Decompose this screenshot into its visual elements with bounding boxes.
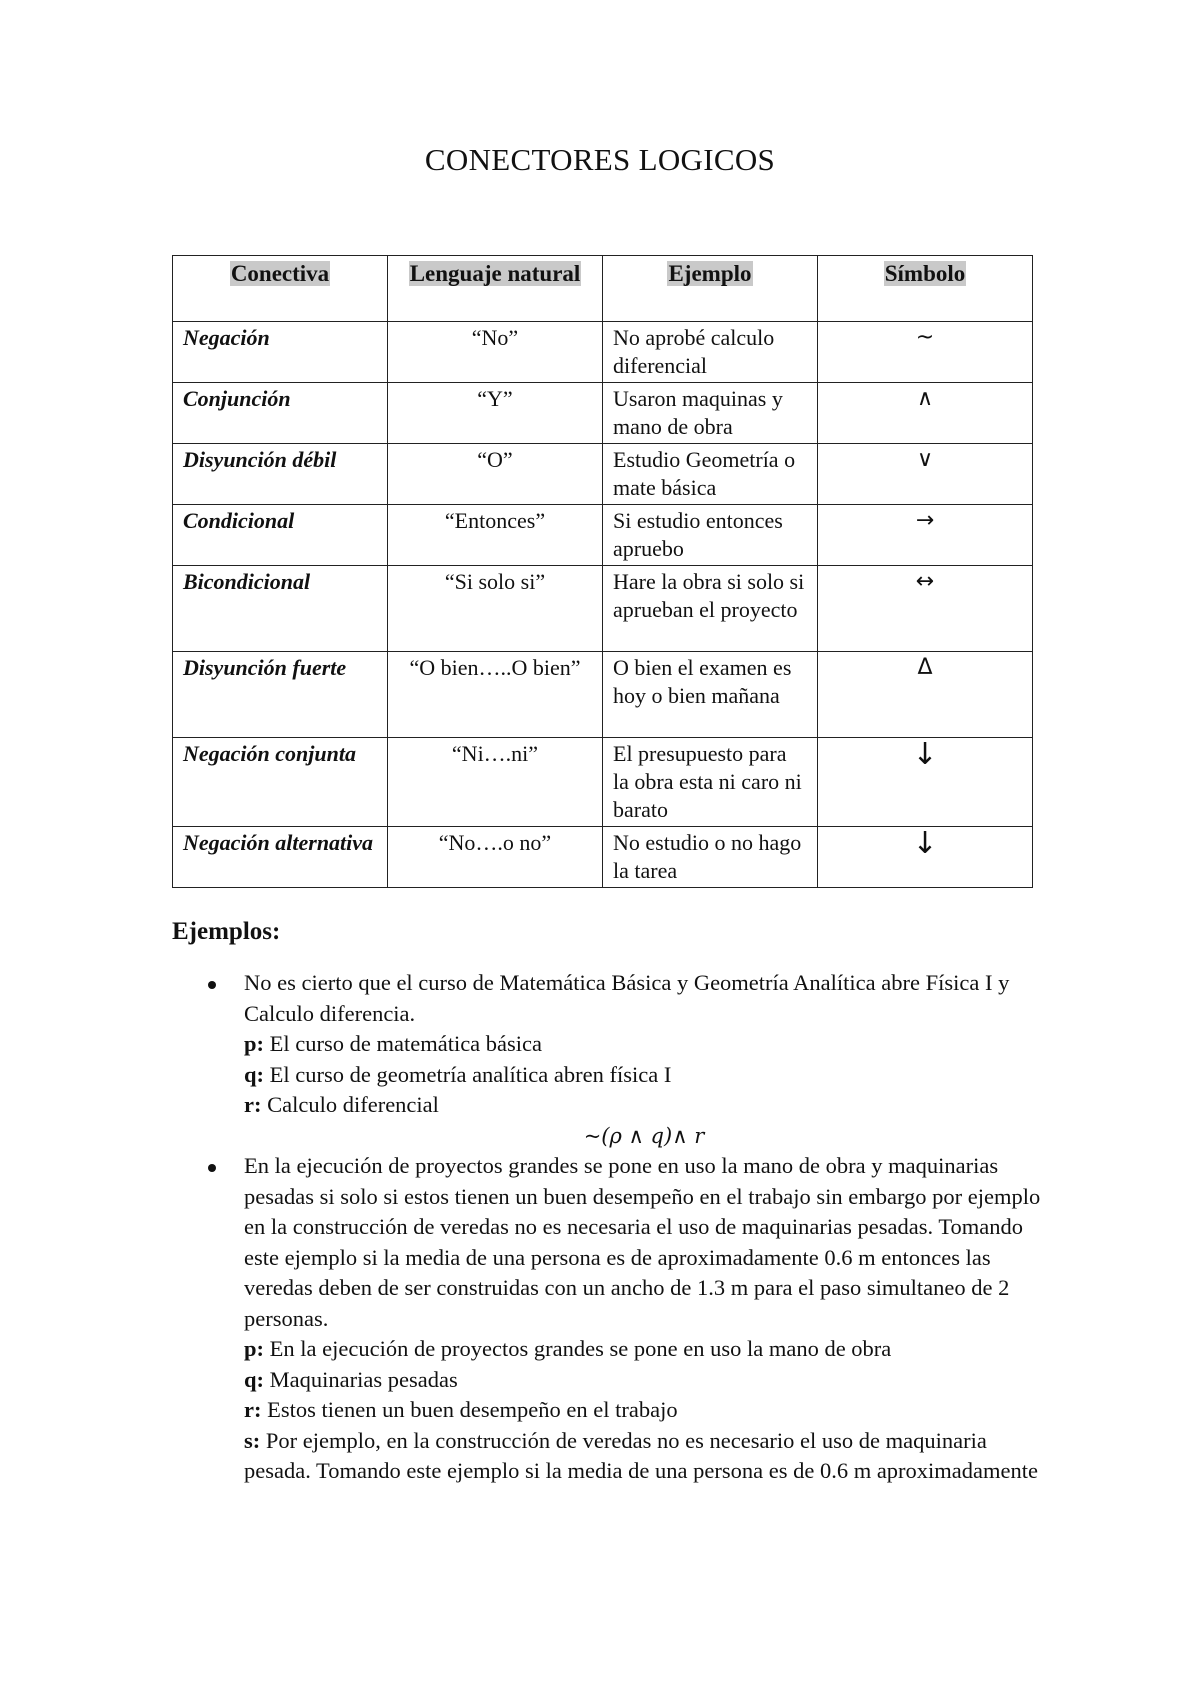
down-arrow-icon: ↓	[912, 737, 938, 772]
cell-conectiva: Conjunción	[173, 383, 388, 444]
table-row	[173, 322, 1033, 383]
list-item	[244, 1151, 1044, 1487]
cell-lenguaje: “Ni….ni”	[388, 738, 603, 827]
cell-ejemplo: Hare la obra si solo si aprueban el proyecto	[603, 566, 818, 652]
cell-ejemplo: No estudio o no hago la tarea	[603, 827, 818, 888]
cell-lenguaje: “No”	[388, 322, 603, 383]
table-header-row	[173, 256, 1033, 322]
table-row	[173, 566, 1033, 652]
cell-simbolo: Δ	[818, 652, 1033, 738]
cell-conectiva: Negación	[173, 322, 388, 383]
cell-conectiva: Bicondicional	[173, 566, 388, 652]
cell-conectiva: Condicional	[173, 505, 388, 566]
examples-list	[0, 968, 1200, 1487]
cell-ejemplo: O bien el examen es hoy o bien mañana	[603, 652, 818, 738]
list-item	[244, 968, 1044, 1151]
example-text: No es cierto que el curso de Matemática Básica y Geometría Analítica abre Física I y Calculo diferencia.	[244, 970, 1010, 1026]
header-conectiva: Conectiva	[173, 256, 388, 322]
variable-q: q: Maquinarias pesadas	[244, 1366, 458, 1392]
table-row	[173, 383, 1033, 444]
cell-ejemplo: Usaron maquinas y mano de obra	[603, 383, 818, 444]
variable-r: r: Calculo diferencial	[244, 1092, 439, 1117]
cell-lenguaje: “Y”	[388, 383, 603, 444]
table-row	[173, 738, 1033, 827]
table-row	[173, 444, 1033, 505]
cell-simbolo: ~	[818, 322, 1033, 383]
formula: ~(ρ ∧ q)∧ r	[583, 1123, 705, 1148]
variable-p: p: El curso de matemática básica	[244, 1031, 543, 1056]
example-text: En la ejecución de proyectos grandes se pone en uso la mano de obra y maquinarias pesadas si solo si estos tienen un buen desempeño en el trabajo sin embargo por ejemplo en la construcción de veredas no es necesaria el uso de maquinarias pesadas. Tomando este ejemplo si la media de una persona es de aproximadamente 0.6 m entonces las veredas deben de ser construidas con un ancho de 1.3 m para el paso simultaneo de 2 personas.	[244, 1153, 1041, 1331]
cell-lenguaje: “O”	[388, 444, 603, 505]
cell-conectiva: Negación alternativa	[173, 827, 388, 888]
cell-simbolo: →	[818, 505, 1033, 566]
cell-ejemplo: El presupuesto para la obra esta ni caro ni barato	[603, 738, 818, 827]
bullet-icon	[208, 1164, 216, 1172]
cell-simbolo	[818, 827, 1033, 888]
examples-heading: Ejemplos:	[172, 918, 281, 945]
cell-ejemplo: No aprobé calculo diferencial	[603, 322, 818, 383]
header-lenguaje: Lenguaje natural	[388, 256, 603, 322]
variable-q: q: El curso de geometría analítica abren física I	[244, 1061, 672, 1087]
cell-lenguaje: “No….o no”	[388, 827, 603, 888]
variable-p: p: En la ejecución de proyectos grandes se pone en uso la mano de obra	[244, 1336, 892, 1361]
table-row	[173, 505, 1033, 566]
cell-lenguaje: “O bien…..O bien”	[388, 652, 603, 738]
cell-simbolo: ∨	[818, 444, 1033, 505]
cell-ejemplo: Si estudio entonces apruebo	[603, 505, 818, 566]
cell-conectiva: Negación conjunta	[173, 738, 388, 827]
down-arrow-icon: ↓	[912, 826, 938, 861]
table-row	[173, 652, 1033, 738]
page-title: CONECTORES LOGICOS	[424, 142, 776, 177]
variable-r: r: Estos tienen un buen desempeño en el trabajo	[244, 1397, 678, 1422]
cell-conectiva: Disyunción débil	[173, 444, 388, 505]
cell-conectiva: Disyunción fuerte	[173, 652, 388, 738]
cell-simbolo	[818, 738, 1033, 827]
cell-simbolo: ↔	[818, 566, 1033, 652]
cell-simbolo: ∧	[818, 383, 1033, 444]
cell-lenguaje: “Si solo si”	[388, 566, 603, 652]
header-simbolo: Símbolo	[818, 256, 1033, 322]
header-ejemplo: Ejemplo	[603, 256, 818, 322]
variable-s: s: Por ejemplo, en la construcción de veredas no es necesario el uso de maquinaria pesada. Tomando este ejemplo si la media de una persona es de 0.6 m aproximadamente	[244, 1427, 1039, 1483]
connectors-table	[172, 255, 1033, 888]
cell-lenguaje: “Entonces”	[388, 505, 603, 566]
bullet-icon	[208, 981, 216, 989]
table-row	[173, 827, 1033, 888]
cell-ejemplo: Estudio Geometría o mate básica	[603, 444, 818, 505]
